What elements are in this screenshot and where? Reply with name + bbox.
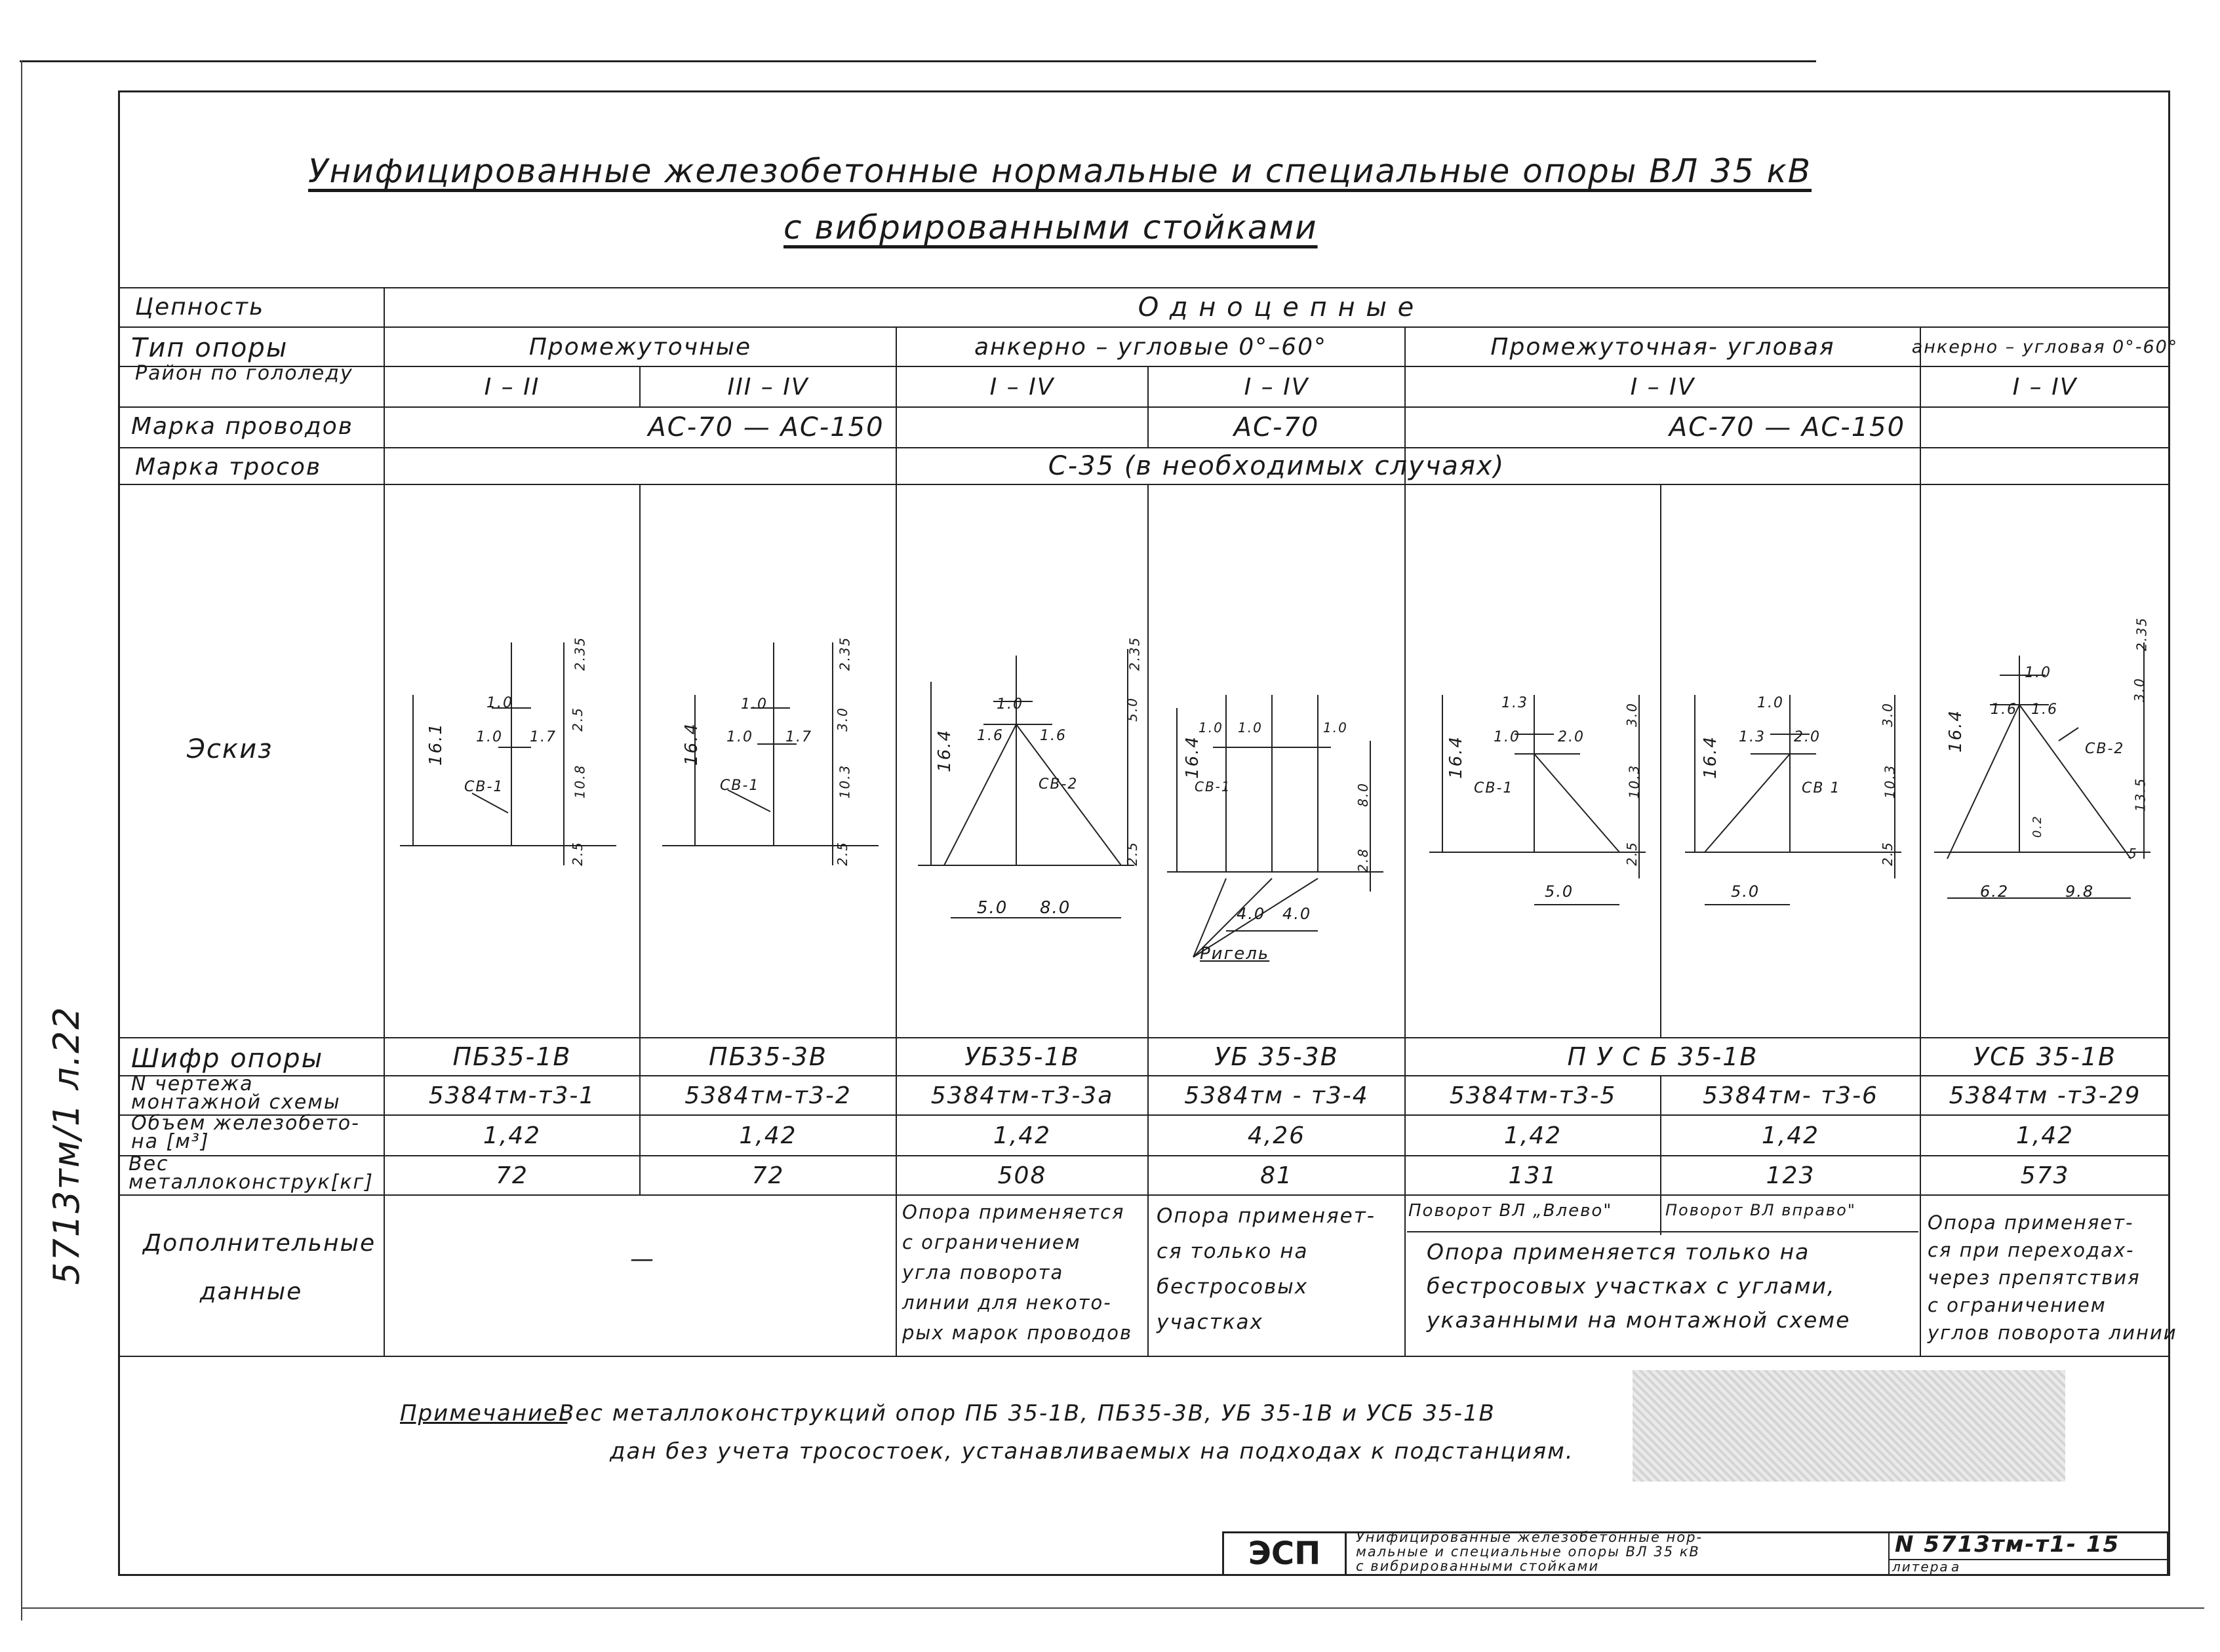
page-title: Унифицированные железобетонные нормальные и специальные опоры ВЛ 35 кВ — [308, 152, 1812, 190]
volume-7: 1,42 — [2015, 1122, 2074, 1149]
title-block-desc: Унифицированные железобетонные нор- мальные и специальные опоры ВЛ 35 кВ с вибрированными стойками — [1356, 1529, 1703, 1574]
code-6: УСБ 35-1В — [1973, 1042, 2117, 1071]
s3-cable: СВ-2 — [1039, 776, 1079, 793]
page-subtitle: с вибрированными стойками — [783, 208, 1318, 246]
label-wire-grade: Марка проводов — [131, 413, 354, 440]
drawing-4: 5384тм - т3-4 — [1184, 1082, 1369, 1109]
s2-d2: 3.0 — [834, 707, 850, 732]
s5-cable: СВ-1 — [1474, 780, 1514, 796]
s3-d1: 2.35 — [1126, 636, 1143, 671]
extra-col56: Опора применяется только на бестросовых участках с углами, указанными на монтажной схеме — [1427, 1239, 1851, 1333]
s1-d2: 2.5 — [569, 707, 585, 732]
s6-dim-c: 2.0 — [1794, 729, 1821, 745]
extra-col6-head: Поворот ВЛ вправо" — [1665, 1201, 1856, 1219]
extra-col3: Опора применяется с ограничением угла поворота линии для некото- рых марок проводов — [902, 1201, 1133, 1344]
s5-d3: 2.5 — [1623, 841, 1640, 866]
extra-col5-head: Поворот ВЛ „Влево" — [1408, 1201, 1613, 1221]
volume-1: 1,42 — [483, 1122, 542, 1149]
s4-height: 16.4 — [1182, 736, 1202, 779]
extra-col7: Опора применяет- ся при переходах- через препятствия с ограничением углов поворота линии — [1928, 1211, 2177, 1344]
s2-dim-b: 1.0 — [726, 729, 753, 745]
label-rope-grade: Марка тросов — [135, 454, 322, 481]
s7-d2: 3.0 — [2131, 677, 2147, 702]
s1-d4: 2.5 — [569, 841, 585, 866]
weight-2: 72 — [751, 1162, 785, 1189]
s6-cable: СВ 1 — [1802, 780, 1841, 796]
drawing-1: 5384тм-т3-1 — [428, 1082, 596, 1109]
row-rule — [119, 1194, 2169, 1196]
ice-3: I – IV — [989, 373, 1055, 401]
s4-dim-a: 1.0 — [1199, 720, 1223, 736]
title-block-org: ЭСП — [1222, 1531, 1347, 1576]
volume-5: 1,42 — [1503, 1122, 1562, 1149]
sketch-3 — [911, 629, 1141, 937]
s2-d4: 2.5 — [834, 841, 850, 866]
s1-dim-c: 1.7 — [530, 729, 557, 745]
archive-stamp — [1633, 1370, 2065, 1482]
s2-dim-c: 1.7 — [785, 729, 812, 745]
s7-height: 16.4 — [1945, 709, 1966, 753]
code-4: УБ 35-3В — [1214, 1042, 1339, 1071]
sheet-bottom-edge — [21, 1607, 2204, 1609]
row-rule — [119, 484, 2169, 485]
s7-d1: 2.35 — [2133, 616, 2150, 652]
drawing-3: 5384тм-т3-3а — [930, 1082, 1114, 1109]
drawing-5: 5384тм-т3-5 — [1449, 1082, 1617, 1109]
drawing-2: 5384тм-т3-2 — [684, 1082, 852, 1109]
s3-dim-b: 1.6 — [977, 728, 1004, 744]
ice-1: I – II — [484, 373, 540, 401]
col-rule — [384, 287, 385, 1356]
ice-6: I – IV — [2012, 373, 2078, 401]
s5-w: 5.0 — [1545, 882, 1574, 901]
circuit-value: О д н о ц е п н ы е — [1138, 292, 1416, 323]
title-block-litera-label: литера — [1892, 1559, 1949, 1575]
s6-dim-b: 1.3 — [1739, 729, 1766, 745]
s7-w1: 6.2 — [1980, 882, 2010, 901]
drawing-7: 5384тм -т3-29 — [1949, 1082, 2141, 1109]
rope-grade: С-35 (в необходимых случаях) — [1048, 451, 1505, 481]
s1-height: 16.1 — [426, 722, 446, 766]
s2-dim-a: 1.0 — [741, 696, 768, 713]
weight-1: 72 — [496, 1162, 528, 1189]
label-type: Тип опоры — [131, 333, 288, 363]
s7-d3: 13.5 — [2132, 777, 2149, 812]
s4-dim-c: 1.0 — [1323, 720, 1348, 736]
s4-d2: 2.8 — [1355, 848, 1371, 873]
s6-height: 16.4 — [1700, 736, 1720, 779]
label-drawing-no: N чертежа монтажной схемы — [131, 1072, 341, 1114]
type-1: Промежуточные — [528, 333, 752, 361]
volume-6: 1,42 — [1761, 1122, 1820, 1149]
label-ice-region: Район по гололеду — [135, 362, 353, 385]
s2-cable: СВ-1 — [720, 777, 760, 794]
wire-2: АС-70 — [1233, 412, 1320, 442]
s1-dim-a: 1.0 — [486, 695, 513, 711]
label-volume: Объем железобето-на [м³] — [131, 1112, 360, 1153]
s6-dim-a: 1.0 — [1757, 695, 1784, 711]
s5-dim-c: 2.0 — [1558, 729, 1585, 745]
sheet-left-edge — [21, 60, 22, 1621]
s4-w1: 4.0 — [1237, 905, 1266, 923]
col-rule — [1660, 484, 1661, 1037]
label-weight: Вес металлоконструк[кг] — [129, 1152, 374, 1194]
sketch-6 — [1678, 682, 1908, 918]
s6-d2: 10.3 — [1882, 764, 1898, 799]
weight-4: 81 — [1260, 1162, 1293, 1189]
title-block-litera-value: а — [1951, 1559, 1961, 1575]
s3-d3: 2.5 — [1124, 841, 1140, 866]
s7-m: 0.2 — [2030, 815, 2044, 838]
s3-dim-c: 1.6 — [1040, 728, 1067, 744]
type-4: анкерно – угловая 0°-60° — [1911, 336, 2179, 357]
s3-d2: 5.0 — [1124, 697, 1140, 722]
extra-col4: Опора применяет- ся только на бестросовых участках — [1157, 1204, 1376, 1334]
s5-height: 16.4 — [1446, 736, 1466, 779]
type-3: Промежуточная- угловая — [1490, 333, 1835, 361]
margin-sheet-number: 5713тм/1 л.22 — [46, 1006, 87, 1285]
extra-dash: — — [630, 1245, 655, 1272]
note-label: Примечание: — [400, 1400, 568, 1426]
s1-dim-b: 1.0 — [476, 729, 503, 745]
wire-3: АС-70 — АС-150 — [1669, 412, 1906, 442]
row-rule — [1407, 1231, 1918, 1232]
s2-d1: 2.35 — [837, 636, 853, 671]
type-2: анкерно – угловые 0°–60° — [974, 333, 1327, 361]
s4-w2: 4.0 — [1282, 905, 1312, 923]
weight-3: 508 — [997, 1162, 1047, 1189]
s3-height: 16.4 — [934, 729, 955, 772]
s5-d1: 3.0 — [1623, 702, 1640, 727]
label-extra: Дополнительные данные — [143, 1230, 376, 1305]
code-3: УБ35-1В — [964, 1042, 1080, 1071]
volume-3: 1,42 — [993, 1122, 1052, 1149]
s7-dim-c: 1.6 — [2031, 701, 2058, 718]
s7-dim-a: 1.0 — [2025, 665, 2052, 681]
label-circuit: Цепность — [135, 294, 265, 321]
title-block-divider — [1888, 1531, 1890, 1576]
col-rule — [1147, 484, 1149, 1356]
code-1: ПБ35-1В — [452, 1042, 572, 1071]
wire-1: АС-70 — АС-150 — [648, 412, 884, 442]
title-block-number: N 5713тм-т1- 15 — [1895, 1531, 2120, 1558]
weight-7: 573 — [2020, 1162, 2070, 1189]
s3-w1: 5.0 — [977, 898, 1008, 918]
label-code: Шифр опоры — [131, 1044, 324, 1074]
drawing-6: 5384тм- т3-6 — [1703, 1082, 1878, 1109]
s1-d3: 10.8 — [572, 764, 588, 799]
s3-w2: 8.0 — [1040, 898, 1071, 918]
s6-w: 5.0 — [1731, 882, 1760, 901]
note-line-1: Вес металлоконструкций опор ПБ 35-1В, ПБ35-3В, УБ 35-1В и УСБ 35-1В — [559, 1400, 1496, 1426]
s4-cable: СВ-1 — [1195, 779, 1231, 795]
code-2: ПБ35-3В — [709, 1042, 827, 1071]
s2-height: 16.4 — [681, 722, 702, 766]
s7-d4: 5 — [2128, 846, 2138, 861]
s5-dim-a: 1.3 — [1501, 695, 1528, 711]
s7-cable: СВ-2 — [2085, 741, 2125, 757]
s6-d1: 3.0 — [1879, 702, 1895, 727]
s3-dim-a: 1.0 — [997, 696, 1023, 713]
ice-2: III – IV — [727, 373, 809, 401]
s7-w2: 9.8 — [2065, 882, 2095, 901]
ice-5: I – IV — [1630, 373, 1695, 401]
s1-cable: СВ-1 — [464, 779, 504, 795]
sketch-7 — [1928, 616, 2164, 924]
s5-dim-b: 1.0 — [1494, 729, 1520, 745]
volume-2: 1,42 — [739, 1122, 797, 1149]
s4-dim-b: 1.0 — [1238, 720, 1263, 736]
weight-6: 123 — [1766, 1162, 1815, 1189]
s5-d2: 10.3 — [1626, 764, 1642, 799]
ice-4: I – IV — [1244, 373, 1309, 401]
code-5: П У С Б 35-1В — [1567, 1042, 1758, 1071]
s1-d1: 2.35 — [572, 636, 588, 671]
s6-d3: 2.5 — [1879, 841, 1895, 866]
s7-dim-b: 1.6 — [1991, 701, 2017, 718]
s4-d1: 8.0 — [1355, 782, 1371, 807]
volume-4: 4,26 — [1247, 1122, 1306, 1149]
weight-5: 131 — [1508, 1162, 1558, 1189]
label-sketch: Эскиз — [187, 734, 273, 764]
sheet-top-edge — [20, 60, 1816, 62]
sketch-4 — [1160, 682, 1403, 970]
table-bottom-rule — [119, 1356, 2169, 1357]
s2-d3: 10.3 — [837, 764, 853, 799]
note-line-2: дан без учета тросостоек, устанавливаемых на подходах к подстанциям. — [610, 1438, 1574, 1465]
s4-rigel-label: Ригель — [1200, 944, 1270, 964]
sketch-5 — [1423, 682, 1652, 918]
